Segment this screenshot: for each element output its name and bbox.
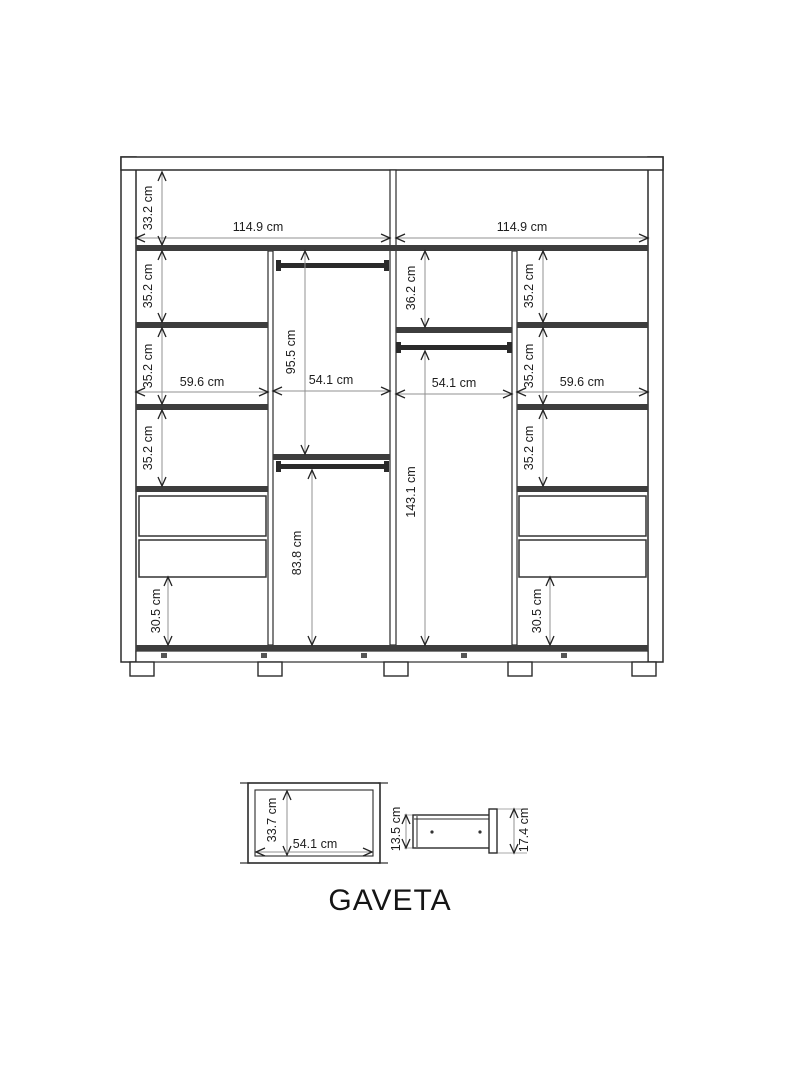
- dim-label-left-section-1: 35.2 cm: [141, 263, 155, 309]
- dim-label-center-left-upper: 95.5 cm: [284, 329, 298, 375]
- dim-label-center-right-width: 54.1 cm: [431, 376, 477, 390]
- dim-label-top-section-height: 33.2 cm: [141, 185, 155, 231]
- dim-label-center-left-width: 54.1 cm: [308, 373, 354, 387]
- dim-label-gaveta-front-height: 17.4 cm: [517, 807, 531, 853]
- dim-label-top-right-width: 114.9 cm: [496, 220, 548, 234]
- drawer-front: [519, 496, 646, 536]
- dim-label-right-bottom: 30.5 cm: [530, 588, 544, 634]
- dim-label-left-bottom: 30.5 cm: [149, 588, 163, 634]
- dim-label-right-section-2: 35.2 cm: [522, 343, 536, 389]
- top-shelf: [136, 245, 648, 251]
- drawer-detail-caption: GAVETA: [328, 884, 452, 917]
- drawer-front: [519, 540, 646, 577]
- dim-label-right-column-width: 59.6 cm: [559, 375, 605, 389]
- foot: [258, 662, 282, 676]
- hanging-rod: [279, 263, 387, 268]
- foot: [130, 662, 154, 676]
- dim-label-left-section-3: 35.2 cm: [141, 425, 155, 471]
- center-partition: [390, 170, 396, 645]
- shelf: [396, 327, 512, 333]
- drawer-front-panel: [489, 809, 497, 853]
- left-partition: [268, 251, 273, 645]
- drawer-front: [139, 540, 266, 577]
- shelf: [517, 486, 648, 492]
- shelf: [517, 404, 648, 410]
- shelf: [517, 322, 648, 328]
- dim-label-center-right-upper: 36.2 cm: [404, 265, 418, 311]
- dim-label-gaveta-box-height: 13.5 cm: [389, 806, 403, 852]
- bottom-shelf: [136, 645, 648, 651]
- shelf: [136, 486, 268, 492]
- drawer-side-view: [404, 809, 527, 853]
- foot: [632, 662, 656, 676]
- wardrobe-carcass: [121, 157, 663, 676]
- base-panel: [136, 651, 648, 662]
- shelf: [136, 322, 268, 328]
- dim-label-center-right-lower: 143.1 cm: [404, 466, 418, 518]
- drawer-front: [139, 496, 266, 536]
- right-partition: [512, 251, 517, 645]
- foot: [384, 662, 408, 676]
- dim-label-right-section-1: 35.2 cm: [522, 263, 536, 309]
- dim-label-right-section-3: 35.2 cm: [522, 425, 536, 471]
- shelf: [273, 454, 390, 460]
- dim-label-center-left-lower: 83.8 cm: [290, 530, 304, 576]
- dim-label-gaveta-depth: 33.7 cm: [265, 797, 279, 843]
- shelf: [136, 404, 268, 410]
- right-side-panel: [648, 157, 663, 662]
- foot: [508, 662, 532, 676]
- dim-label-top-left-width: 114.9 cm: [232, 220, 284, 234]
- hanging-rod: [399, 345, 509, 350]
- hanging-rod: [279, 464, 387, 469]
- left-side-panel: [121, 157, 136, 662]
- dim-label-left-section-2: 35.2 cm: [141, 343, 155, 389]
- top-panel: [121, 157, 663, 170]
- dim-label-left-column-width: 59.6 cm: [179, 375, 225, 389]
- dim-label-gaveta-width: 54.1 cm: [292, 837, 338, 851]
